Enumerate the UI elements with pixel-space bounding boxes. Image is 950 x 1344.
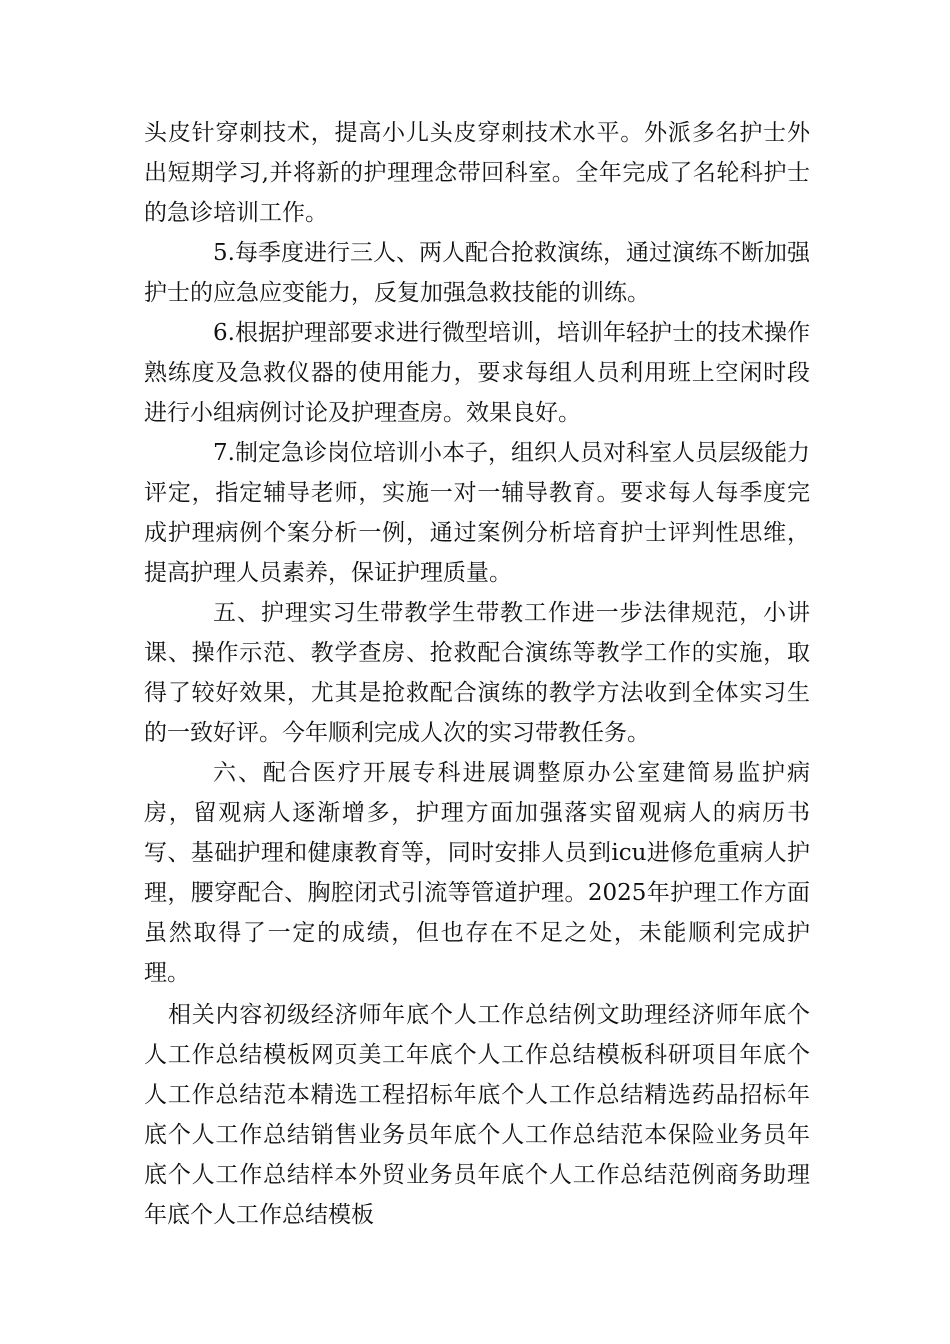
related-content: 相关内容初级经济师年底个人工作总结例文助理经济师年底个人工作总结模板网页美工年底个人工作总结模板科研项目年底个人工作总结范本精选工程招标年底个人工作总结精选药品招标年底个人工作总结销售业务员年底个人工作总结范本保险业务员年底个人工作总结样本外贸业务员年底个人工作总结范例商务助理年底个人工作总结模板 xyxy=(144,1002,810,1228)
paragraph-item-6: 6.根据护理部要求进行微型培训，培训年轻护士的技术操作熟练度及急救仪器的使用能力，要求每组人员利用班上空闲时段进行小组病例讨论及护理查房。效果良好。 xyxy=(144,320,810,426)
paragraph-item-5: 5.每季度进行三人、两人配合抢救演练，通过演练不断加强护士的应急应变能力，反复加强急救技能的训练。 xyxy=(144,240,810,306)
paragraph-section-6: 六、配合医疗开展专科进展调整原办公室建简易监护病房，留观病人逐渐增多，护理方面加强落实留观病人的病历书写、基础护理和健康教育等，同时安排人员到icu进修危重病人护理，腰穿配合、胸腔闭式引流等管道护理。2025年护理工作方面虽然取得了一定的成绩，但也存在不足之处，未能顺利完成护理。 xyxy=(144,760,810,986)
paragraph-continuation: 头皮针穿刺技术，提高小儿头皮穿刺技术水平。外派多名护士外出短期学习,并将新的护理理念带回科室。全年完成了名轮科护士的急诊培训工作。 xyxy=(144,120,810,226)
document-body xyxy=(144,113,810,1235)
paragraph-section-5: 五、护理实习生带教学生带教工作进一步法律规范，小讲课、操作示范、教学查房、抢救配合演练等教学工作的实施，取得了较好效果，尤其是抢救配合演练的教学方法收到全体实习生的一致好评。今年顺利完成人次的实习带教任务。 xyxy=(144,600,810,746)
paragraph-item-7: 7.制定急诊岗位培训小本子，组织人员对科室人员层级能力评定，指定辅导老师，实施一对一辅导教育。要求每人每季度完成护理病例个案分析一例，通过案例分析培育护士评判性思维，提高护理人员素养，保证护理质量。 xyxy=(144,440,810,586)
